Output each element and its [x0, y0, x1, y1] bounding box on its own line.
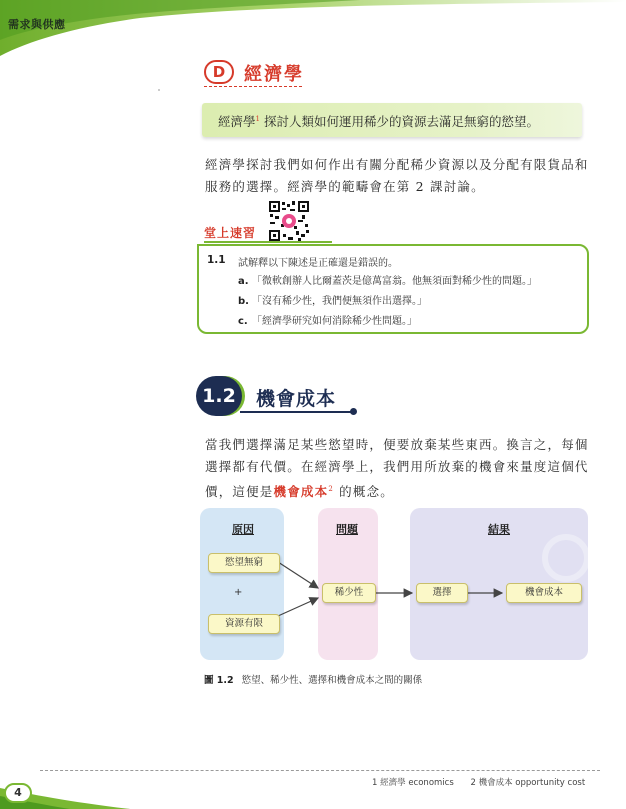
exercise-item-text: 「沒有稀少性，我們便無須作出選擇。」 [252, 296, 427, 307]
exercise-number: 1.1 [207, 254, 226, 266]
footnote-mark-1: 1 [255, 114, 260, 123]
node-opportunity-cost: 機會成本 [506, 583, 582, 603]
section-title: 機會成本 [256, 388, 337, 410]
chapter-title: 需求與供應 [8, 18, 66, 31]
exercise-question: 試解釋以下陳述是正確還是錯誤的。 [238, 258, 398, 269]
node-choice: 選擇 [416, 583, 468, 603]
exercise-item-label: a. [238, 276, 249, 287]
section-d-title: 經濟學 [244, 64, 304, 85]
plus-sign: + [234, 587, 243, 598]
exercise-item-b [238, 292, 427, 307]
exercise-item-c [238, 312, 417, 327]
node-unlimited-wants: 慾望無窮 [208, 553, 280, 573]
practice-title-underline [204, 241, 332, 243]
practice-title: 堂上速習 [204, 226, 257, 240]
decor-dot [158, 89, 160, 91]
paragraph-opportunity-cost [205, 434, 595, 503]
footnote-number: 2 [470, 778, 476, 788]
figure-label: 圖 1.2 [204, 675, 234, 686]
definition-text [218, 112, 539, 130]
paragraph-text: 當我們選擇滿足某些慾望時，便要放棄某些東西。換言之，每個選擇都有代價。在經濟學上，我們用所放棄的機會來量度這個代價，這便是 [205, 437, 589, 500]
definition-body: 探討人類如何運用稀少的資源去滿足無窮的慾望。 [263, 114, 539, 129]
section-number-badge: 1.2 [196, 376, 242, 416]
qr-code-icon[interactable] [268, 200, 310, 242]
footnotes [372, 776, 599, 788]
footnote-mark-2: 2 [328, 485, 334, 493]
exercise-item-label: c. [238, 316, 248, 327]
paragraph-text-end: 的概念。 [339, 484, 394, 500]
section-d-badge: D [204, 60, 234, 84]
node-limited-resources: 資源有限 [208, 614, 280, 634]
figure-caption-text: 慾望、稀少性、選擇和機會成本之間的關係 [241, 675, 423, 686]
header-band [0, 0, 626, 60]
exercise-item-text: 「經濟學研究如何消除稀少性問題。」 [252, 316, 417, 327]
paragraph-scope: 經濟學探討我們如何作出有關分配稀少資源以及分配有限貨品和服務的選擇。經濟學的範疇會在第 2 課討論。 [205, 157, 589, 194]
footnote-number: 1 [372, 778, 378, 788]
footnote-text: 機會成本 opportunity cost [478, 778, 586, 788]
section-title-underline [240, 411, 352, 413]
section-d-underline [204, 86, 302, 87]
page-number: 4 [4, 783, 32, 803]
node-scarcity: 稀少性 [322, 583, 376, 603]
definition-box [202, 103, 582, 137]
highlight-term: 機會成本 [273, 484, 329, 500]
footer-divider [40, 770, 600, 771]
flow-diagram [200, 508, 590, 662]
footnote-1 [372, 778, 454, 788]
footnote-2 [470, 778, 585, 788]
header-issue: 問題 [336, 523, 358, 536]
exercise-item-text: 「微軟創辦人比爾蓋茨是億萬富翁。他無須面對稀少性的問題。」 [252, 276, 537, 287]
section-underline-dot [350, 408, 357, 415]
definition-term: 經濟學 [218, 114, 256, 129]
figure-caption [204, 672, 422, 686]
exercise-item-a [238, 272, 537, 287]
header-result: 結果 [488, 523, 510, 536]
footnote-text: 經濟學 economics [380, 778, 454, 788]
header-cause: 原因 [232, 523, 254, 536]
exercise-item-label: b. [238, 296, 249, 307]
